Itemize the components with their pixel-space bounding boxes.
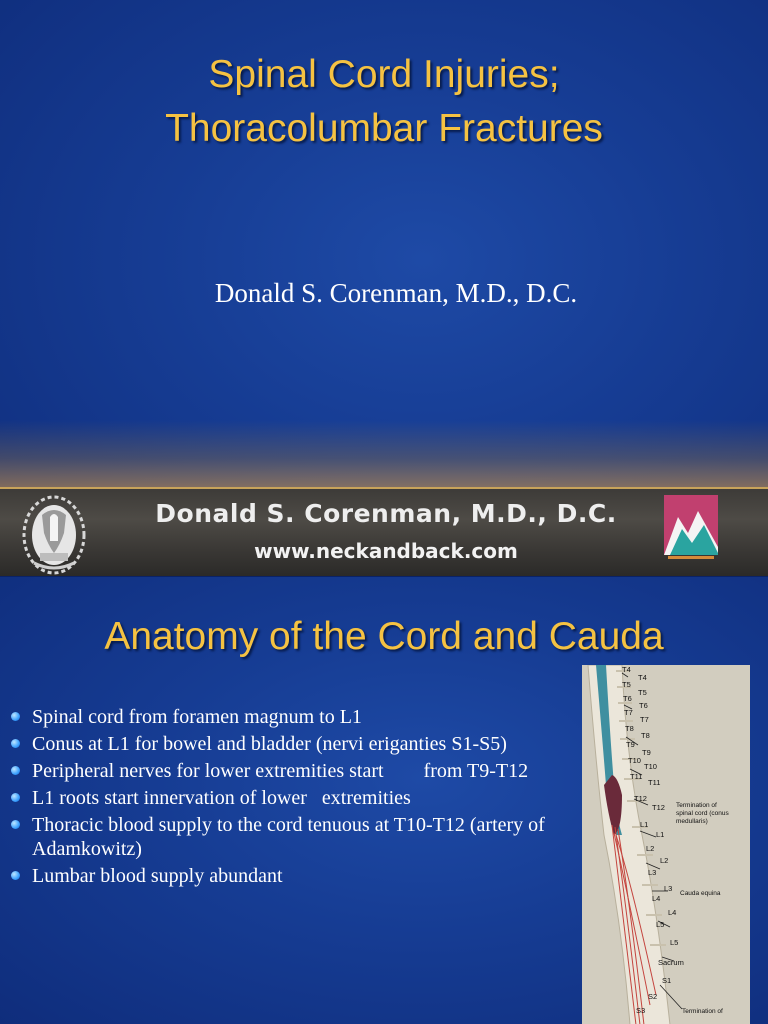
label-t11b: T11 — [648, 778, 661, 787]
slide-title — [0, 48, 768, 156]
label-t4b: T4 — [638, 673, 647, 682]
label-t10: T10 — [628, 756, 641, 765]
title-line-2: Thoracolumbar Fractures — [165, 107, 603, 150]
label-l2b: L2 — [660, 856, 669, 865]
label-t10b: T10 — [644, 762, 657, 771]
label-t5b: T5 — [638, 688, 647, 697]
bullet-dot-icon — [11, 766, 20, 775]
bullet-dot-icon — [11, 739, 20, 748]
label-t4: T4 — [622, 665, 631, 674]
banner-glow — [0, 420, 768, 490]
label-l1b: L1 — [656, 830, 665, 839]
list-item — [8, 705, 568, 729]
bullet-text: Conus at L1 for bowel and bladder (nervi eriganties S1-S5) — [32, 733, 507, 755]
label-t5: T5 — [622, 680, 631, 689]
label-t6: T6 — [623, 694, 632, 703]
bullet-text: Peripheral nerves for lower extremities start from T9-T12 — [32, 760, 529, 782]
bullet-text: Spinal cord from foramen magnum to L1 — [32, 706, 362, 728]
label-t11: T11 — [630, 772, 643, 781]
bullet-dot-icon — [11, 820, 20, 829]
footer-banner — [0, 487, 768, 576]
list-item — [8, 864, 568, 888]
label-t7: T7 — [624, 708, 633, 717]
list-item — [8, 813, 568, 861]
label-termination-1: Termination of — [676, 802, 717, 809]
label-t9b: T9 — [642, 748, 651, 757]
label-termination-3: medullaris) — [676, 818, 708, 825]
label-s3: S3 — [636, 1006, 646, 1015]
label-t7b: T7 — [640, 715, 649, 724]
slide-title-anatomy: Anatomy of the Cord and Cauda — [104, 615, 664, 658]
label-termination-bottom: Termination of — [682, 1008, 723, 1015]
title-line-1: Spinal Cord Injuries; — [208, 53, 560, 96]
banner-website-link[interactable]: www.neckandback.com — [254, 539, 518, 563]
label-termination-2: spinal cord (conus — [676, 810, 729, 817]
bullet-dot-icon — [11, 793, 20, 802]
label-s2: S2 — [648, 992, 658, 1001]
spinal-cord-anatomy-figure — [582, 665, 750, 1024]
mountain-clinic-logo — [664, 495, 718, 561]
bullet-dot-icon — [11, 712, 20, 721]
label-l4: L4 — [652, 894, 661, 903]
bullet-text: L1 roots start innervation of lower extremities — [32, 787, 411, 809]
label-t12b: T12 — [652, 803, 665, 812]
label-t9: T9 — [626, 740, 635, 749]
banner-doctor-name: Donald S. Corenman, M.D., D.C. — [155, 499, 617, 528]
bullet-dot-icon — [11, 871, 20, 880]
label-sacrum: Sacrum — [658, 958, 684, 967]
label-l3b: L3 — [664, 884, 673, 893]
list-item — [8, 786, 568, 810]
label-t8b: T8 — [641, 731, 650, 740]
label-l1: L1 — [640, 820, 649, 829]
label-s1: S1 — [662, 976, 672, 985]
label-l4b: L4 — [668, 908, 677, 917]
caduceus-seal-logo — [20, 493, 88, 575]
author-name: Donald S. Corenman, M.D., D.C. — [214, 278, 578, 308]
anatomy-slide — [0, 576, 768, 1024]
list-item — [8, 759, 568, 783]
list-item — [8, 732, 568, 756]
label-t8: T8 — [625, 724, 634, 733]
bullet-text: Thoracic blood supply to the cord tenuous at T10-T12 (artery of Adamkowitz) — [32, 814, 545, 860]
label-l2: L2 — [646, 844, 655, 853]
label-l3: L3 — [648, 868, 657, 877]
label-t12: T12 — [634, 794, 647, 803]
label-l5: L5 — [656, 920, 665, 929]
bullet-text: Lumbar blood supply abundant — [32, 865, 283, 887]
label-t6b: T6 — [639, 701, 648, 710]
label-cauda-equina: Cauda equina — [680, 890, 721, 897]
bullet-list — [8, 705, 568, 891]
label-l5b: L5 — [670, 938, 679, 947]
